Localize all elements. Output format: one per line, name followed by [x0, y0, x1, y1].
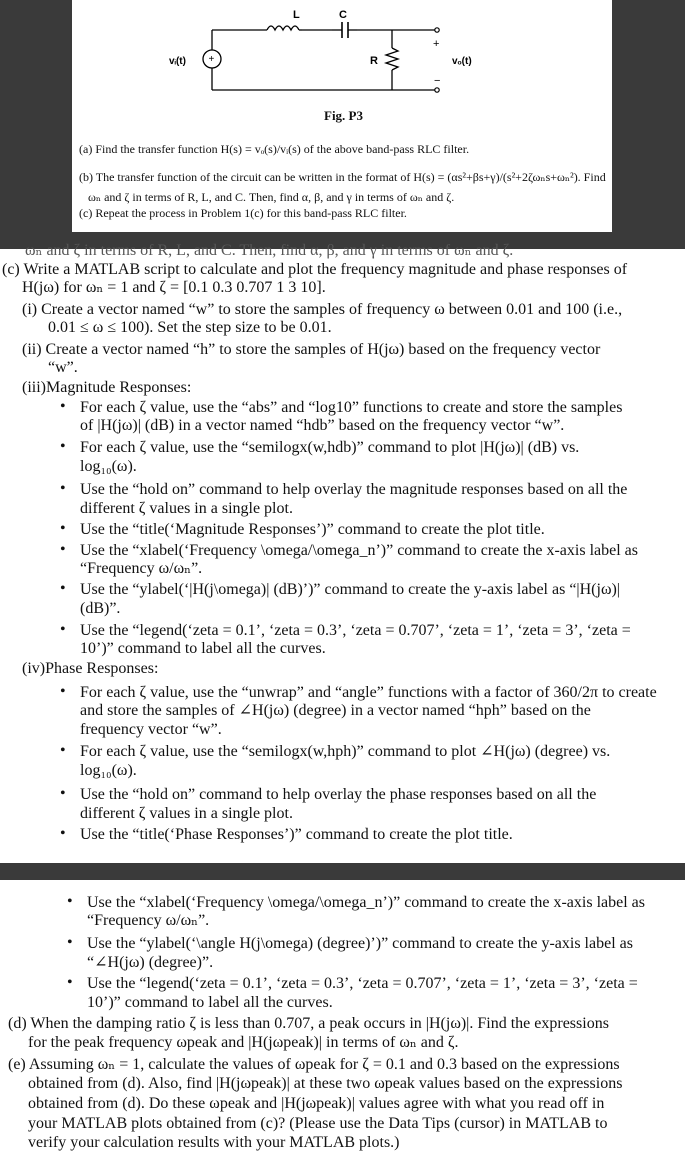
part-d-line-1: (d) When the damping ratio ζ is less than 0.707, a peak occurs in |H(jω)|. Find the expressions	[8, 1015, 609, 1032]
phase-bullet-3-line-2: different ζ values in a single plot.	[80, 805, 293, 822]
mag-bullet-2-line-1: For each ζ value, use the “semilogx(w,hdb)” command to plot |H(jω)| (dB) vs.	[80, 439, 580, 456]
part-a-text: (a) Find the transfer function H(s) = vₒ(s)/vᵢ(s) of the above band-pass RLC filter.	[79, 142, 470, 156]
svg-text:+: +	[208, 54, 215, 65]
bullet-icon: •	[60, 541, 66, 558]
mag-bullet-3-line-2: different ζ values in a single plot.	[80, 500, 293, 517]
mag-bullet-7-line-2: 10’)” command to label all the curves.	[80, 640, 326, 657]
mag-bullet-2-line-2: log₁₀(ω).	[80, 458, 137, 475]
phase-bullet-1-line-1: For each ζ value, use the “unwrap” and “angle” functions with a factor of 360/2π to create	[80, 684, 657, 701]
section-c-panel	[0, 242, 685, 863]
phase-bullet-6-line-2: “∠H(jω) (degree)”.	[87, 954, 214, 971]
label-C: C	[339, 9, 347, 21]
phase-bullet-6-line-1: Use the “ylabel(‘\angle H(j\omega) (degree)’)” command to create the y-axis label as	[87, 935, 633, 952]
bullet-icon: •	[60, 742, 66, 759]
magnitude-heading: (iii)Magnitude Responses:	[22, 379, 192, 396]
label-L: L	[293, 9, 300, 21]
rlc-circuit-diagram	[72, 0, 612, 110]
part-c-text: (c) Repeat the process in Problem 1(c) for this band-pass RLC filter.	[79, 206, 407, 220]
mag-bullet-6-line-2: (dB)”.	[80, 600, 121, 617]
section-d-e-panel	[0, 880, 685, 1167]
label-plus: +	[433, 38, 440, 50]
mag-bullet-7-line-1: Use the “legend(‘zeta = 0.1’, ‘zeta = 0.3’, ‘zeta = 0.707’, ‘zeta = 1’, ‘zeta = 3’, ‘zeta =	[80, 622, 631, 639]
bullet-icon: •	[67, 974, 73, 991]
inductor-symbol	[267, 26, 299, 30]
cut-off-line: ωₙ and ζ in terms of R, L, and C. Then, find α, β, and γ in terms of ωₙ and ζ.	[25, 242, 514, 259]
bullet-icon: •	[67, 934, 73, 951]
label-minus: −	[434, 75, 441, 87]
bullet-icon: •	[60, 480, 66, 497]
bullet-icon: •	[60, 621, 66, 638]
problem-header-paper	[72, 0, 612, 232]
phase-bullet-1-line-3: frequency vector “w”.	[80, 721, 222, 738]
phase-bullet-2-line-2: log₁₀(ω).	[80, 762, 137, 779]
resistor-symbol	[386, 48, 398, 70]
bullet-icon: •	[67, 893, 73, 910]
problem-header-panel	[0, 0, 685, 232]
label-vo: vₒ(t)	[452, 56, 472, 67]
section-c-line-1: (c) Write a MATLAB script to calculate and plot the frequency magnitude and phase responses of	[2, 261, 628, 278]
section-c-line-3: (i) Create a vector named “w” to store the samples of frequency ω between 0.01 and 100 (i.e.,	[22, 301, 623, 318]
mag-bullet-1-line-1: For each ζ value, use the “abs” and “log10” functions to create and store the samples	[80, 399, 623, 416]
mag-bullet-1-line-2: of |H(jω)| (dB) in a vector named “hdb” based on the frequency vector “w”.	[80, 417, 565, 434]
part-e-line-1: (e) Assuming ωₙ = 1, calculate the values of ωpeak for ζ = 0.1 and 0.3 based on the expressions	[8, 1056, 620, 1073]
section-c-line-4: 0.01 ≤ ω ≤ 100). Set the step size to be 0.01.	[48, 319, 332, 336]
phase-bullet-5-line-1: Use the “xlabel(‘Frequency \omega/\omega_n’)” command to create the x-axis label as	[87, 894, 645, 911]
part-d-line-2: for the peak frequency ωpeak and |H(jωpeak)| in terms of ωₙ and ζ.	[28, 1034, 459, 1051]
mag-bullet-5-line-1: Use the “xlabel(‘Frequency \omega/\omega_n’)” command to create the x-axis label as	[80, 542, 638, 559]
part-b-text-1: (b) The transfer function of the circuit can be written in the format of H(s) = (αs²+βs+γ)/(s²+2ζωₙs+ωₙ²). Find	[79, 170, 606, 184]
phase-bullet-7-line-1: Use the “legend(‘zeta = 0.1’, ‘zeta = 0.3’, ‘zeta = 0.707’, ‘zeta = 1’, ‘zeta = 3’, ‘zeta =	[87, 975, 638, 992]
phase-heading: (iv)Phase Responses:	[22, 660, 159, 677]
output-terminal-bottom	[435, 88, 439, 92]
bullet-icon: •	[60, 438, 66, 455]
part-b-text-2: ωₙ and ζ in terms of R, L, and C. Then, find α, β, and γ in terms of ωₙ and ζ.	[88, 190, 455, 204]
bullet-icon: •	[60, 825, 66, 842]
mag-bullet-5-line-2: “Frequency ω/ωₙ”.	[80, 560, 203, 577]
bullet-icon: •	[60, 580, 66, 597]
mag-bullet-3-line-1: Use the “hold on” command to help overlay the magnitude responses based on all the	[80, 481, 628, 498]
section-c-line-5: (ii) Create a vector named “h” to store the samples of H(jω) based on the frequency vector	[22, 341, 601, 358]
section-c-line-2: H(jω) for ωₙ = 1 and ζ = [0.1 0.3 0.707 1 3 10].	[22, 279, 326, 296]
figure-caption: Fig. P3	[324, 108, 363, 123]
phase-bullet-5-line-2: “Frequency ω/ωₙ”.	[87, 912, 210, 929]
phase-bullet-2-line-1: For each ζ value, use the “semilogx(w,hph)” command to plot ∠H(jω) (degree) vs.	[80, 743, 611, 760]
section-c-line-6: “w”.	[48, 359, 78, 376]
part-e-line-5: verify your calculation results with your MATLAB plots.)	[28, 1134, 400, 1151]
output-terminal-top	[435, 28, 439, 32]
bullet-icon: •	[60, 520, 66, 537]
label-vi: vᵢ(t)	[169, 56, 186, 67]
part-e-line-4: your MATLAB plots obtained from (c)? (Please use the Data Tips (cursor) in MATLAB to	[28, 1115, 608, 1132]
label-R: R	[370, 55, 378, 67]
phase-bullet-3-line-1: Use the “hold on” command to help overlay the phase responses based on all the	[80, 786, 597, 803]
phase-bullet-4-line-1: Use the “title(‘Phase Responses’)” command to create the plot title.	[80, 826, 513, 843]
mag-bullet-4-line-1: Use the “title(‘Magnitude Responses’)” command to create the plot title.	[80, 521, 545, 538]
phase-bullet-1-line-2: and store the samples of ∠H(jω) (degree) in a vector named “hph” based on the	[80, 702, 591, 719]
phase-bullet-7-line-2: 10’)” command to label all the curves.	[87, 994, 333, 1011]
part-e-line-3: obtained from (d). Do these ωpeak and |H(jωpeak)| values agree with what you read off in	[28, 1095, 605, 1112]
mag-bullet-6-line-1: Use the “ylabel(‘|H(j\omega)| (dB)’)” command to create the y-axis label as “|H(jω)|	[80, 581, 621, 598]
bullet-icon: •	[60, 398, 66, 415]
part-e-line-2: obtained from (d). Also, find |H(jωpeak)| at these two ωpeak values based on the expressions	[28, 1075, 623, 1092]
bullet-icon: •	[60, 683, 66, 700]
bullet-icon: •	[60, 785, 66, 802]
